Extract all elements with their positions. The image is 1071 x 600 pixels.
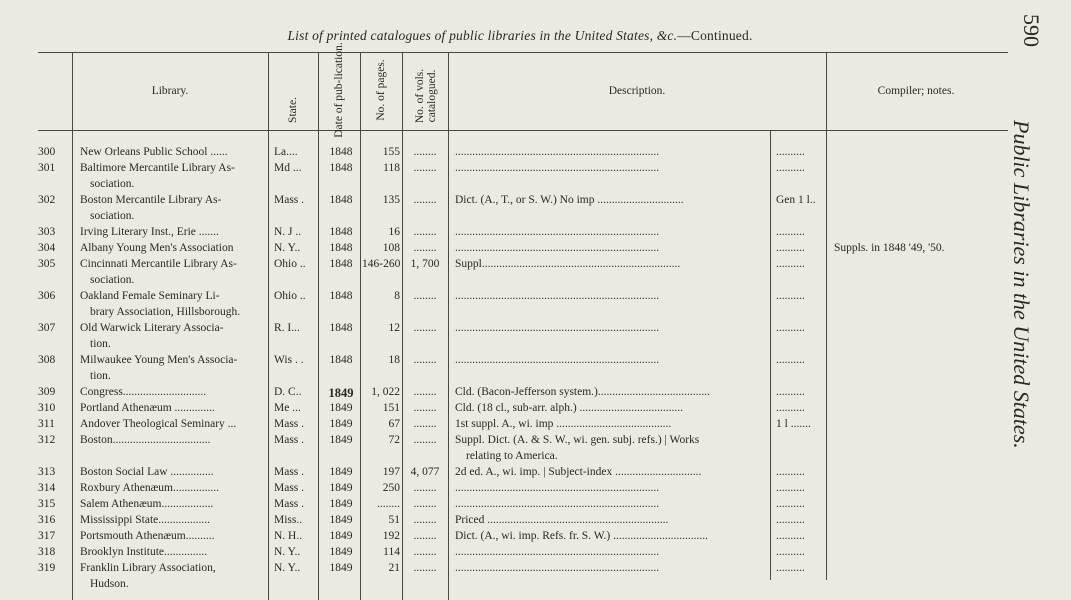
state-cell: Wis . . (274, 354, 304, 366)
library-name-continued: Hudson. (90, 578, 129, 590)
library-name: Brooklyn Institute............... (80, 546, 208, 558)
vols-cell: ........ (413, 354, 437, 366)
column-header-state: State. (287, 97, 299, 123)
date-cell: 1848 (329, 146, 353, 158)
state-cell: Ohio .. (274, 290, 306, 302)
description-cell: Cld. (Bacon-Jefferson system.)....................................... (455, 386, 710, 398)
pages-cell: 192 (382, 530, 400, 542)
library-name: Boston Social Law ............... (80, 466, 214, 478)
vols-cell: ........ (413, 242, 437, 254)
running-head-title: List of printed catalogues of public libraries in the United States, &c. (287, 28, 678, 43)
misc-cell: .......... (776, 546, 805, 558)
misc-cell: .......... (776, 162, 805, 174)
row-number: 315 (38, 498, 56, 510)
misc-cell: .......... (776, 530, 805, 542)
vols-cell: ........ (413, 162, 437, 174)
vols-cell: ........ (413, 482, 437, 494)
library-name: Albany Young Men's Association (80, 242, 234, 254)
vols-cell: ........ (413, 146, 437, 158)
table-row (0, 322, 1000, 350)
pages-cell: 21 (388, 562, 400, 574)
pages-cell: 197 (382, 466, 400, 478)
column-header-date: Date of pub-lication. (333, 42, 345, 138)
state-cell: Miss.. (274, 514, 303, 526)
page-number: 590 (1019, 14, 1044, 47)
description-cell: ....................................................................... (455, 546, 660, 558)
library-name: Salem Athenæum.................. (80, 498, 214, 510)
date-cell: 1849 (329, 546, 353, 558)
library-name: Roxbury Athenæum................ (80, 482, 219, 494)
table-row (0, 258, 1000, 286)
row-number: 312 (38, 434, 56, 446)
pages-cell: 108 (382, 242, 400, 254)
table-row (0, 242, 1000, 258)
library-name-continued: brary Association, Hillsborough. (90, 306, 241, 318)
row-number: 313 (38, 466, 56, 478)
table-row (0, 530, 1000, 546)
pages-cell: 1, 022 (371, 386, 400, 398)
column-header-vols: No. of vols. catalogued. (414, 68, 438, 124)
library-name-continued: sociation. (90, 274, 135, 286)
row-number: 316 (38, 514, 56, 526)
state-cell: R. I... (274, 322, 300, 334)
pages-cell: ........ (377, 498, 400, 510)
library-name-continued: tion. (90, 370, 111, 382)
library-name: Portland Athenæum .............. (80, 402, 215, 414)
library-name: Mississippi State.................. (80, 514, 211, 526)
date-cell: 1848 (329, 322, 353, 334)
misc-cell: .......... (776, 498, 805, 510)
library-name: Old Warwick Literary Associa- (80, 322, 224, 334)
table-row (0, 146, 1000, 162)
row-number: 306 (38, 290, 56, 302)
row-number: 318 (38, 546, 56, 558)
date-cell: 1848 (329, 162, 353, 174)
vols-cell: ........ (413, 386, 437, 398)
notes-cell: Suppls. in 1848 '49, '50. (834, 242, 945, 254)
description-cell: ....................................................................... (455, 290, 660, 302)
misc-cell: .......... (776, 242, 805, 254)
table-row (0, 226, 1000, 242)
library-name: Franklin Library Association, (80, 562, 216, 574)
vols-cell: 4, 077 (410, 466, 440, 478)
misc-cell: .......... (776, 322, 805, 334)
row-number: 307 (38, 322, 56, 334)
description-cell: Dict. (A., T., or S. W.) No imp .............................. (455, 194, 684, 206)
misc-cell: .......... (776, 514, 805, 526)
misc-cell: .......... (776, 386, 805, 398)
column-header-library: Library. (151, 85, 189, 97)
row-number: 319 (38, 562, 56, 574)
column-header-notes: Compiler; notes. (877, 85, 955, 97)
description-cell: Suppl..................................................................... (455, 258, 681, 270)
date-cell: 1849 (329, 562, 353, 574)
table-row (0, 498, 1000, 514)
description-cell: Dict. (A., wi. imp. Refs. fr. S. W.) ................................. (455, 530, 708, 542)
misc-cell: .......... (776, 482, 805, 494)
pages-cell: 18 (388, 354, 400, 366)
table-row (0, 546, 1000, 562)
row-number: 311 (38, 418, 55, 430)
date-cell: 1848 (329, 354, 353, 366)
description-cell: ....................................................................... (455, 226, 660, 238)
pages-cell: 12 (388, 322, 400, 334)
column-header-pages: No. of pages. (375, 59, 387, 121)
vols-cell: ........ (413, 546, 437, 558)
pages-cell: 51 (388, 514, 400, 526)
misc-cell: .......... (776, 290, 805, 302)
description-cell: ....................................................................... (455, 354, 660, 366)
library-name: Milwaukee Young Men's Associa- (80, 354, 238, 366)
table-row (0, 402, 1000, 418)
row-number: 304 (38, 242, 56, 254)
library-name: Oakland Female Seminary Li- (80, 290, 220, 302)
column-header-description: Description. (608, 85, 666, 97)
misc-cell: .......... (776, 258, 805, 270)
row-number: 309 (38, 386, 56, 398)
vols-cell: ........ (413, 226, 437, 238)
state-cell: Me ... (274, 402, 301, 414)
pages-cell: 72 (388, 434, 400, 446)
pages-cell: 146-260 (362, 258, 401, 270)
date-cell: 1848 (329, 194, 353, 206)
library-name: New Orleans Public School ...... (80, 146, 228, 158)
vols-cell: ........ (413, 290, 437, 302)
description-cell: ....................................................................... (455, 498, 660, 510)
date-cell: 1849 (329, 434, 353, 446)
row-number: 308 (38, 354, 56, 366)
row-number: 303 (38, 226, 56, 238)
vols-cell: ........ (413, 402, 437, 414)
library-name: Cincinnati Mercantile Library As- (80, 258, 237, 270)
library-name-continued: sociation. (90, 210, 135, 222)
state-cell: N. Y.. (274, 546, 301, 558)
pages-cell: 114 (383, 546, 400, 558)
description-cell: Cld. (18 cl., sub-arr. alph.) .................................... (455, 402, 684, 414)
library-name-continued: sociation. (90, 178, 135, 190)
description-cell: Suppl. Dict. (A. & S. W., wi. gen. subj. refs.) | Works (455, 434, 700, 446)
description-cell: 1st suppl. A., wi. imp ........................................ (455, 418, 672, 430)
header-bottom-rule (38, 130, 1008, 131)
table-row (0, 194, 1000, 222)
misc-cell: .......... (776, 402, 805, 414)
state-cell: Ohio .. (274, 258, 306, 270)
library-name: Portsmouth Athenæum.......... (80, 530, 215, 542)
date-cell: 1849 (329, 498, 353, 510)
state-cell: Mass . (274, 434, 305, 446)
state-cell: La.... (274, 146, 298, 158)
running-head-continued: —Continued. (677, 28, 753, 43)
vols-cell: ........ (413, 418, 437, 430)
side-title: Public Libraries in the United States. (1009, 120, 1034, 449)
pages-cell: 16 (388, 226, 400, 238)
description-cell: ....................................................................... (455, 482, 660, 494)
row-number: 314 (38, 482, 56, 494)
description-continued: relating to America. (466, 450, 558, 462)
library-name: Andover Theological Seminary ... (80, 418, 237, 430)
vols-cell: ........ (413, 514, 437, 526)
row-number: 300 (38, 146, 56, 158)
pages-cell: 118 (383, 162, 400, 174)
state-cell: Mass . (274, 482, 305, 494)
vols-cell: ........ (413, 530, 437, 542)
misc-cell: .......... (776, 562, 805, 574)
misc-cell: .......... (776, 466, 805, 478)
state-cell: N. H.. (274, 530, 303, 542)
date-cell: 1849 (329, 402, 353, 414)
table-row (0, 386, 1000, 402)
library-name: Boston.................................. (80, 434, 211, 446)
state-cell: Mass . (274, 194, 305, 206)
table-row (0, 418, 1000, 434)
date-cell: 1849 (329, 514, 353, 526)
date-cell: 1849 (328, 386, 354, 400)
state-cell: N. J .. (274, 226, 302, 238)
misc-cell: 1 l ....... (776, 418, 811, 430)
row-number: 317 (38, 530, 56, 542)
misc-cell: .......... (776, 146, 805, 158)
date-cell: 1848 (329, 290, 353, 302)
date-cell: 1849 (329, 482, 353, 494)
vols-cell: ........ (413, 562, 437, 574)
state-cell: D. C.. (274, 386, 302, 398)
row-number: 301 (38, 162, 56, 174)
pages-cell: 155 (382, 146, 400, 158)
table-row (0, 290, 1000, 318)
description-cell: 2d ed. A., wi. imp. | Subject-index .............................. (455, 466, 702, 478)
row-number: 305 (38, 258, 56, 270)
misc-cell: .......... (776, 354, 805, 366)
state-cell: N. Y.. (274, 562, 301, 574)
misc-cell: .......... (776, 226, 805, 238)
library-name: Irving Literary Inst., Erie ....... (80, 226, 219, 238)
description-cell: ....................................................................... (455, 322, 660, 334)
description-cell: ....................................................................... (455, 242, 660, 254)
description-cell: Priced ............................................................... (455, 514, 669, 526)
table-row (0, 466, 1000, 482)
date-cell: 1848 (329, 226, 353, 238)
running-head (0, 28, 1040, 44)
vols-cell: ........ (413, 322, 437, 334)
pages-cell: 250 (382, 482, 400, 494)
description-cell: ....................................................................... (455, 146, 660, 158)
row-number: 310 (38, 402, 56, 414)
library-name-continued: tion. (90, 338, 111, 350)
table-row (0, 434, 1000, 462)
table-row (0, 562, 1000, 590)
date-cell: 1849 (329, 418, 353, 430)
pages-cell: 8 (394, 290, 400, 302)
state-cell: Mass . (274, 466, 305, 478)
date-cell: 1848 (329, 242, 353, 254)
description-cell: ....................................................................... (455, 562, 660, 574)
library-name: Baltimore Mercantile Library As- (80, 162, 235, 174)
vols-cell: ........ (413, 498, 437, 510)
pages-cell: 67 (388, 418, 400, 430)
vols-cell: ........ (413, 194, 437, 206)
date-cell: 1849 (329, 466, 353, 478)
table-row (0, 514, 1000, 530)
date-cell: 1848 (329, 258, 353, 270)
state-cell: Mass . (274, 418, 305, 430)
table-row (0, 354, 1000, 382)
state-cell: Mass . (274, 498, 305, 510)
library-name: Boston Mercantile Library As- (80, 194, 222, 206)
state-cell: Md ... (274, 162, 302, 174)
pages-cell: 151 (382, 402, 400, 414)
table-row (0, 482, 1000, 498)
table-row (0, 162, 1000, 190)
vols-cell: 1, 700 (410, 258, 440, 270)
row-number: 302 (38, 194, 56, 206)
date-cell: 1849 (329, 530, 353, 542)
state-cell: N. Y.. (274, 242, 301, 254)
description-cell: ....................................................................... (455, 162, 660, 174)
library-name: Congress............................. (80, 386, 207, 398)
header-top-rule (38, 52, 1008, 53)
vols-cell: ........ (413, 434, 437, 446)
pages-cell: 135 (382, 194, 400, 206)
misc-cell: Gen 1 l.. (776, 194, 816, 206)
